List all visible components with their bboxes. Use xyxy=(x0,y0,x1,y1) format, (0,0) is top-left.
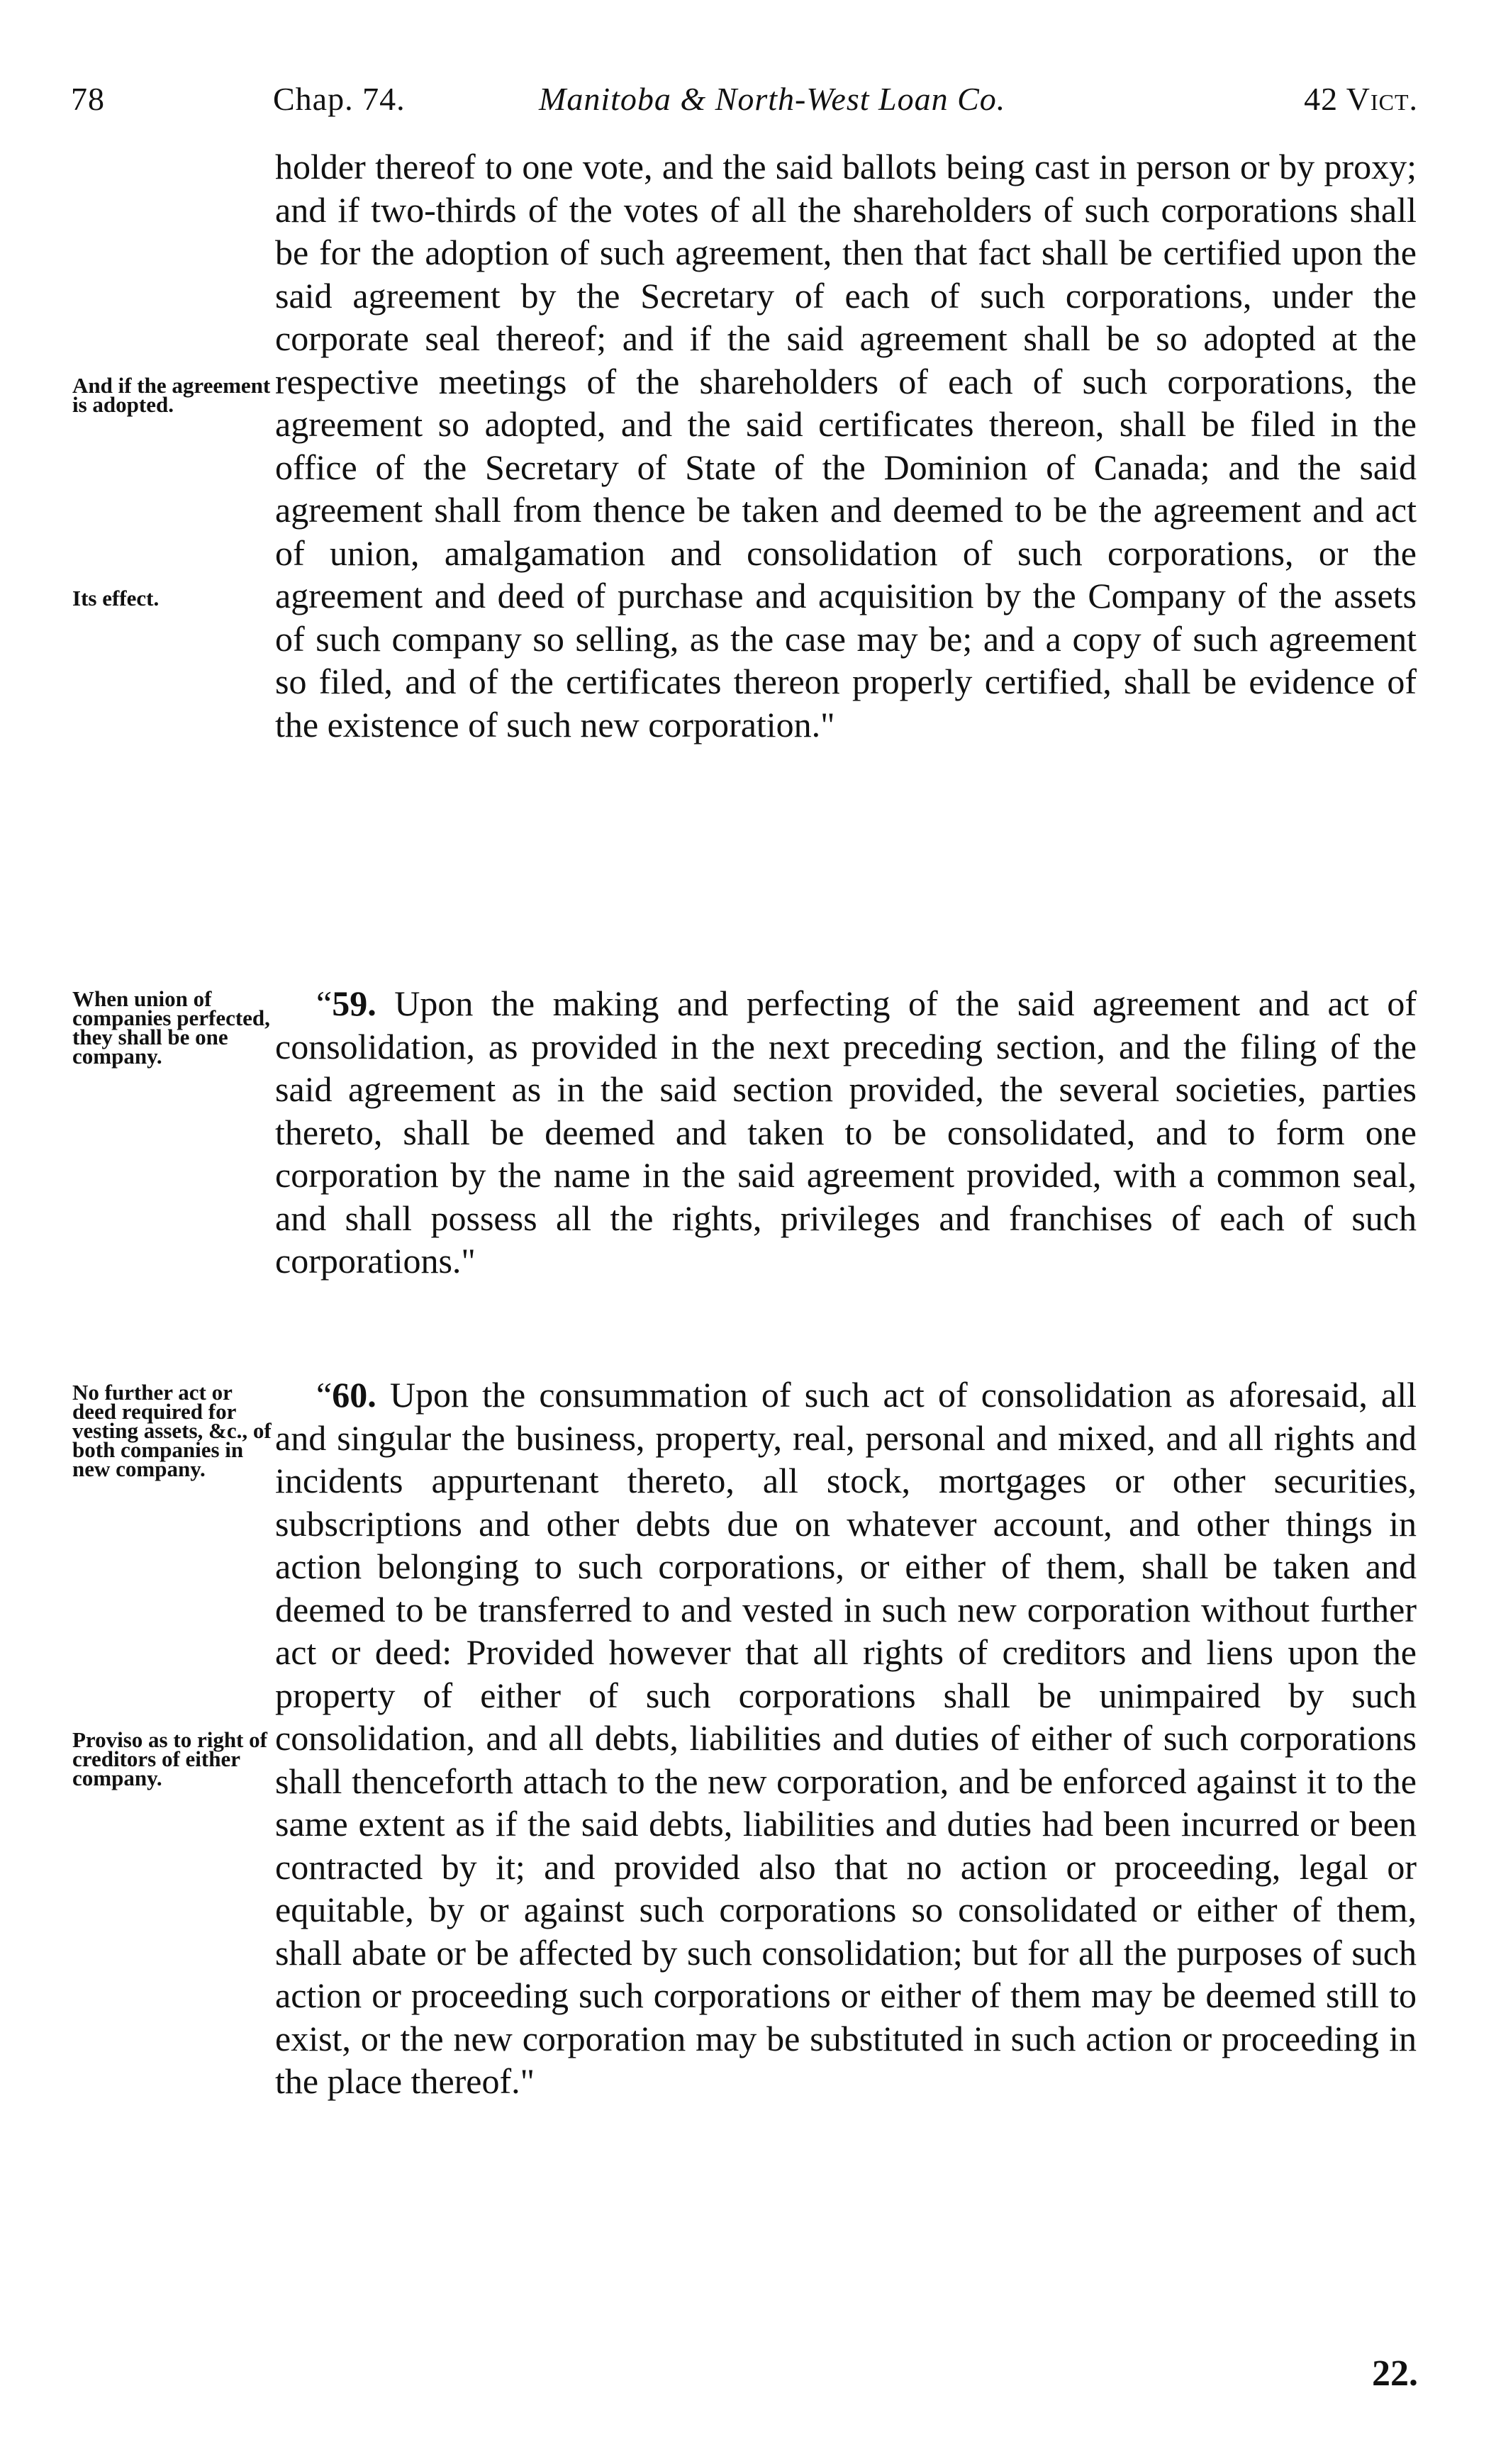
section-60-number: 60. xyxy=(332,1375,376,1415)
section-59-open-quote: “ xyxy=(316,983,333,1023)
running-header xyxy=(71,74,1418,124)
section-59-text xyxy=(275,982,1417,1283)
section-60 xyxy=(275,1373,1417,2103)
margin-note-agreement-adopted: And if the agreement is adopted. xyxy=(72,373,271,417)
section-60-text xyxy=(275,1373,1417,2103)
section-60-open-quote: “ xyxy=(316,1375,333,1415)
margin-note-proviso: Proviso as to right of creditors of either company. xyxy=(72,1727,267,1790)
section-59-number: 59. xyxy=(332,983,376,1023)
margin-note-its-effect: Its effect. xyxy=(72,586,160,611)
signature-mark: 22. xyxy=(1372,2353,1418,2394)
act-title: Manitoba & North-West Loan Co. xyxy=(539,81,1006,117)
regnal-year: 42 Vict. xyxy=(1304,81,1418,117)
section-59-body: Upon the making and perfecting of the said agreement and act of consolidation, as provided in the next preceding section, and the filing of the said agreement as in the said section provided, the several societies, parties thereto, shall be deemed and taken to be consolidated, and to form one corporation by the name in the said agreement provided, with a common seal, and shall possess all the rights, privileges and franchises of each of such corporations." xyxy=(275,983,1417,1281)
margin-note-when-union: When union of companies perfected, they shall be one company. xyxy=(72,986,270,1069)
chapter-label: Chap. 74. xyxy=(273,81,406,117)
page-number: 78 xyxy=(71,81,105,117)
margin-note-no-further-act: No further act or deed required for vesting assets, &c., of both companies in new company. xyxy=(72,1380,272,1481)
section-60-body: Upon the consummation of such act of consolidation as aforesaid, all and singular the business, property, real, personal and mixed, and all rights and incidents appurtenant thereto, all stock, mortgages or other securities, subscriptions and other debts due on whatever account, and other things in action belonging to such corporations, or either of them, shall be taken and deemed to be transferred to and vested in such new corporation without further act or deed: Provided however that all rights of creditors and liens upon the property of either of such corporations shall be unimpaired by such consolidation, and all debts, liabilities and duties of either of such corporations shall thenceforth attach to the new corporation, and be enforced against it to the same extent as if the said debts, liabilities and duties had been incurred or been contracted by it; and provided also that no action or proceeding, legal or equitable, by or against such corporations so consolidated or either of them, shall abate or be affected by such consolidation; but for all the purposes of such action or proceeding such corporations or either of them may be deemed still to exist, or the new corporation may be substituted in such action or proceeding in the place thereof." xyxy=(275,1375,1417,2101)
continuation-paragraph xyxy=(275,145,1417,746)
continuation-text: holder thereof to one vote, and the said ballots being cast in person or by proxy; and if two-thirds of the votes of all the shareholders of such corporations shall be for the adoption of such agreement, then that fact shall be certified upon the said agreement by the Secretary of each of such corporations, under the corporate seal thereof; and if the said agreement shall be so adopted at the respective meetings of the shareholders of each of such corporations, the agreement so adopted, and the said certificates thereon, shall be filed in the office of the Secretary of State of the Dominion of Canada; and the said agreement shall from thence be taken and deemed to be the agreement and act of union, amalgamation and consolidation of such corporations, or the agreement and deed of purchase and acquisition by the Company of the assets of such company so selling, as the case may be; and a copy of such agreement so filed, and of the certificates thereon properly certified, shall be evidence of the existence of such new corporation." xyxy=(275,147,1417,745)
section-59 xyxy=(275,982,1417,1283)
